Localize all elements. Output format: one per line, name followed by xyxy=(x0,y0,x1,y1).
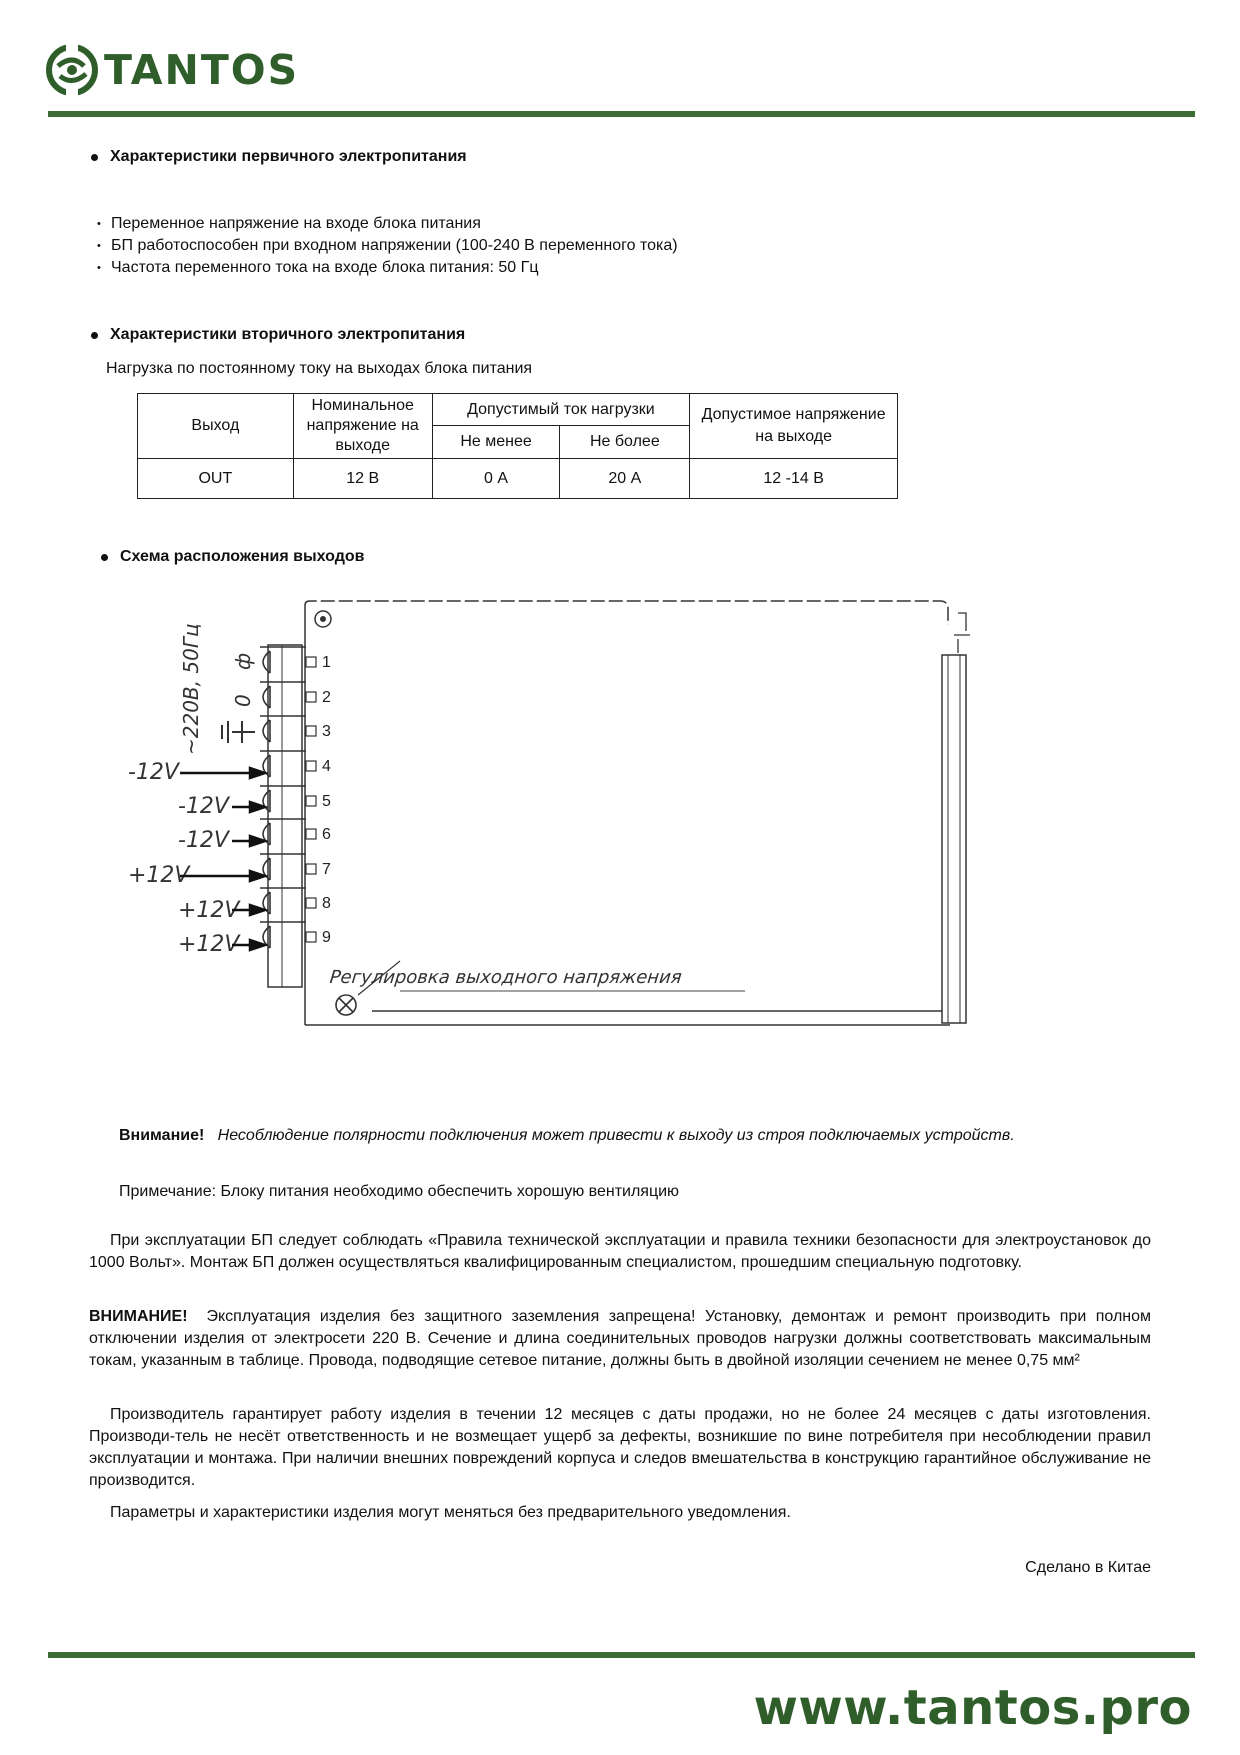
secondary-subtitle: Нагрузка по постоянному току на выходах блока питания xyxy=(106,360,533,377)
output-label-8: +12V xyxy=(178,898,240,923)
list-item-text: БП работоспособен при входном напряжении (100-240 В переменного тока) xyxy=(111,237,678,254)
footer-rule xyxy=(48,1652,1195,1658)
th-max: Не более xyxy=(560,426,690,459)
diagram-heading-text: Схема расположения выходов xyxy=(120,548,365,565)
th-nominal: Номинальное напряжение на выходе xyxy=(293,394,432,459)
terminal-number: 7 xyxy=(322,861,331,878)
table-row xyxy=(138,459,898,499)
terminal-strip xyxy=(268,645,302,987)
safety-text: Эксплуатация изделия без защитного заземления запрещена! Установку, демонтаж и ремонт производить при полном отключении изделия от электросети 220 В. Сечение и длина соединительных проводов нагрузки должны соответствовать максимальным токам, указанным в таблице. Провода, подводящие сетевое питание, должны быть в двойной изоляции сечением не менее 0,75 мм² xyxy=(89,1308,1152,1369)
case-hook xyxy=(954,613,970,653)
neutral-label: ф xyxy=(231,652,255,670)
cell-nominal: 12 В xyxy=(293,459,432,499)
diagram-heading xyxy=(101,548,364,566)
header-rule xyxy=(48,111,1195,117)
ac-input-label: ~220В, 50Гц xyxy=(179,623,203,755)
terminal-number: 1 xyxy=(322,654,331,671)
website-link[interactable]: www.tantos.pro xyxy=(753,1680,1192,1736)
terminal-number: 2 xyxy=(322,689,331,706)
list-item: • Частота переменного тока на входе блока питания: 50 Гц xyxy=(97,257,678,279)
outputs-diagram xyxy=(110,595,990,1065)
list-item: • Переменное напряжение на входе блока питания xyxy=(97,213,678,235)
output-label-7: +12V xyxy=(128,863,190,888)
adjust-label: Регулировка выходного напряжения xyxy=(328,967,683,988)
case-side-rail xyxy=(942,655,966,1023)
primary-heading xyxy=(91,148,467,166)
secondary-heading-text: Характеристики вторичного электропитания xyxy=(110,326,466,343)
output-label-5: -12V xyxy=(178,794,229,819)
safety-paragraph xyxy=(89,1306,1151,1372)
change-notice: Параметры и характеристики изделия могут меняться без предварительного уведомления. xyxy=(110,1504,791,1521)
list-item-text: Частота переменного тока на входе блока питания: 50 Гц xyxy=(111,259,539,276)
warning-text: Несоблюдение полярности подключения может привести к выходу из строя подключаемых устройств. xyxy=(217,1127,1015,1144)
output-label-9: +12V xyxy=(178,932,240,957)
cell-min: 0 А xyxy=(432,459,560,499)
th-current: Допустимый ток нагрузки xyxy=(432,394,690,426)
terminal-number: 9 xyxy=(322,929,331,946)
case-top-edge xyxy=(305,601,948,625)
warning-title: Внимание! xyxy=(119,1127,205,1144)
terminal-number: 5 xyxy=(322,793,331,810)
terminal-number: 3 xyxy=(322,723,331,740)
made-in: Сделано в Китае xyxy=(1025,1559,1151,1576)
output-label-6: -12V xyxy=(178,828,229,853)
operation-paragraph: При эксплуатации БП следует соблюдать «Правила технической эксплуатации и правила техники безопасности для электроустановок до 1000 Вольт». Монтаж БП должен осуществляться квалифицированным специалистом, прошедшим специальную подготовку. xyxy=(89,1232,1151,1271)
safety-title: ВНИМАНИЕ! xyxy=(89,1308,188,1325)
primary-heading-text: Характеристики первичного электропитания xyxy=(110,148,467,165)
bullet-dot xyxy=(101,554,108,561)
terminal-number: 6 xyxy=(322,826,331,843)
primary-list xyxy=(97,213,678,279)
th-min: Не менее xyxy=(432,426,560,459)
voltage-adjust-cross xyxy=(339,998,353,1012)
cell-output: OUT xyxy=(138,459,294,499)
bullet-dot xyxy=(91,332,98,339)
tantos-logo-icon xyxy=(46,44,98,96)
output-label-4: -12V xyxy=(128,760,179,785)
terminal-number: 4 xyxy=(322,758,331,775)
ground-icon xyxy=(222,721,255,743)
brand-name: TANTOS xyxy=(104,46,300,94)
th-output: Выход xyxy=(138,394,294,459)
cell-max: 20 А xyxy=(560,459,690,499)
list-item: • БП работоспособен при входном напряжении (100-240 В переменного тока) xyxy=(97,235,678,257)
note: Примечание: Блоку питания необходимо обеспечить хорошую вентиляцию xyxy=(119,1183,680,1200)
live-label: 0 xyxy=(231,694,255,707)
th-voltage: Допустимое напряжение на выходе xyxy=(690,394,898,459)
list-item-text: Переменное напряжение на входе блока питания xyxy=(111,215,481,232)
mount-screw-center xyxy=(320,616,326,622)
spec-table xyxy=(137,393,898,499)
cell-voltage: 12 -14 В xyxy=(690,459,898,499)
warning-line xyxy=(119,1125,1015,1147)
warranty-paragraph: Производитель гарантирует работу изделия в течении 12 месяцев с даты продажи, но не более 24 месяцев с даты изготовления. Производи-тель не несёт ответственность и не возмещает ущерб за дефекты, возникшие по вине потребителя при несоблюдении правил эксплуатации и монтажа. При наличии внешних повреждений корпуса и следов вмешательства в конструкцию гарантийное обслуживание не производится. xyxy=(89,1406,1151,1489)
bullet-dot xyxy=(91,154,98,161)
brand-logo xyxy=(46,42,299,98)
terminal-number: 8 xyxy=(322,895,331,912)
secondary-heading xyxy=(91,326,465,344)
